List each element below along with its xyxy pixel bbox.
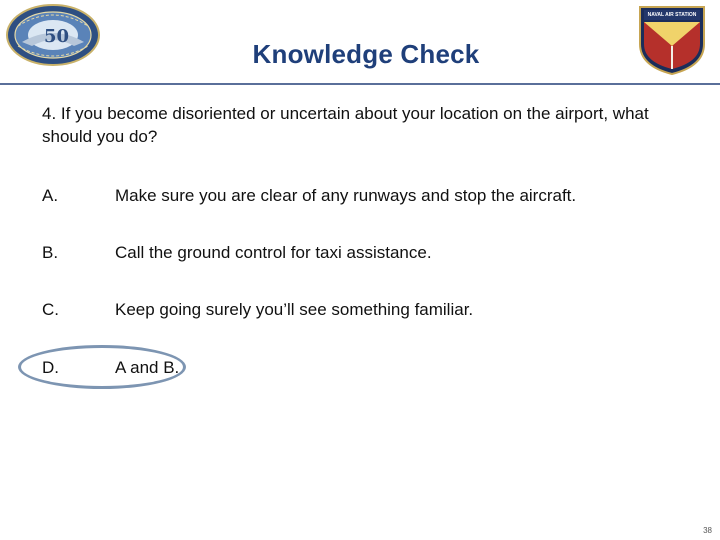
naval-air-station-shield-icon (636, 4, 708, 76)
answer-letter: B. (42, 243, 59, 262)
answer-letter: D. (42, 358, 59, 377)
answer-text: A and B. (115, 358, 180, 377)
slide-title: Knowledge Check (252, 39, 480, 70)
answer-text: Keep going surely you’ll see something familiar. (115, 300, 474, 319)
answer-letter: C. (42, 300, 59, 319)
answer-letter: A. (42, 186, 59, 205)
page-number: 38 (703, 526, 712, 535)
answer-text: Make sure you are clear of any runways and stop the aircraft. (115, 186, 577, 205)
answer-text: Call the ground control for taxi assistance. (115, 243, 432, 262)
station-label: NAVAL AIR STATION (647, 12, 697, 18)
question-text: 4. If you become disoriented or uncertain about your location on the airport, what should you do? (42, 104, 649, 146)
header-divider (0, 83, 720, 85)
svg-text:50: 50 (44, 26, 70, 47)
